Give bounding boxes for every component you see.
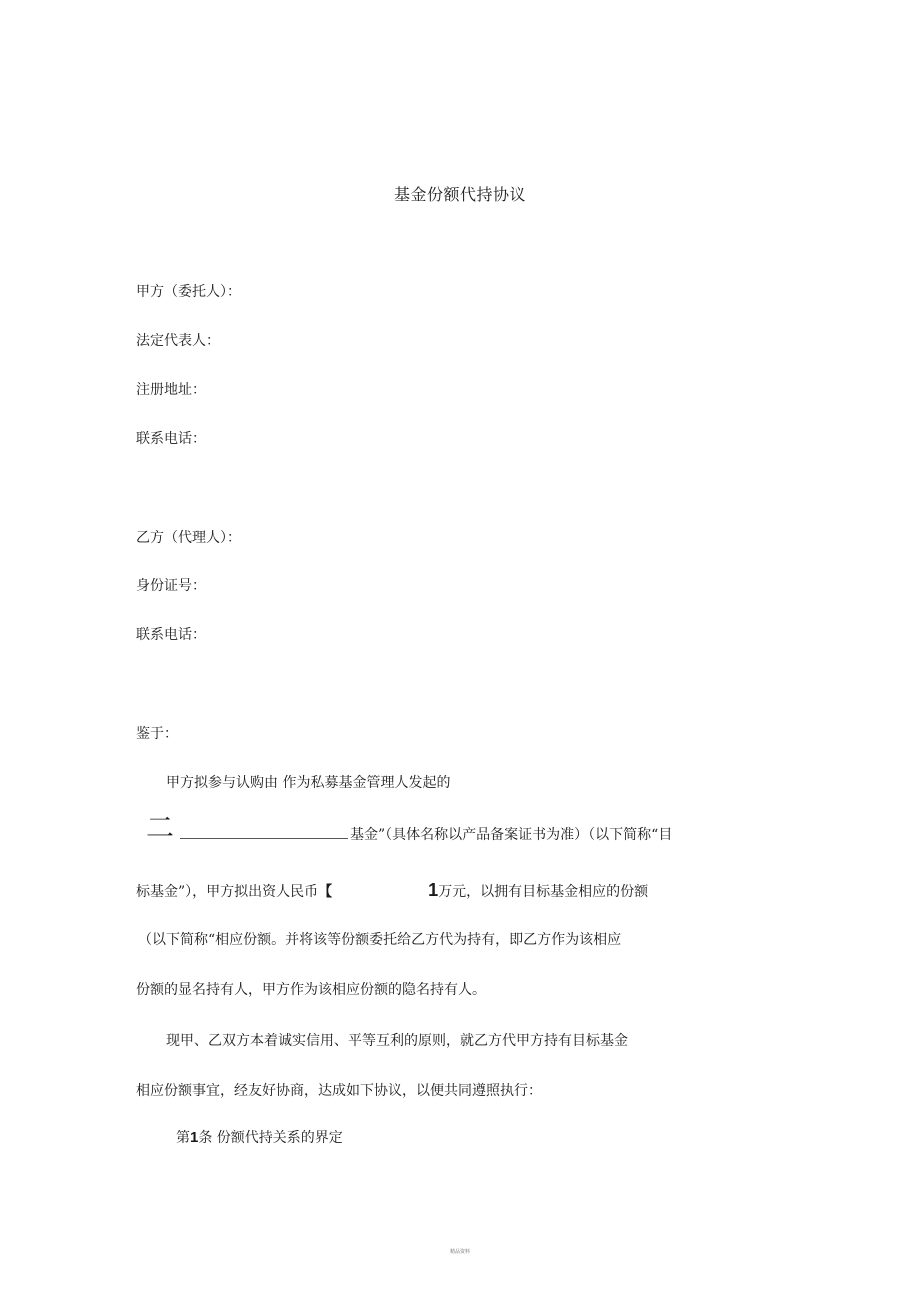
para1-line2: [180, 824, 672, 845]
party-b-label: 乙方（代理人）：: [136, 530, 241, 546]
para1-line1: 甲方拟参与认购由 作为私募基金管理人发起的: [166, 775, 451, 791]
para2-line2: 相应份额事宜，经友好协商，达成如下协议，以便共同遵照执行：: [136, 1083, 542, 1099]
para1-line3-b: 万元，以拥有目标基金相应的份额: [438, 884, 649, 900]
party-a-address-label: 注册地址：: [136, 382, 206, 398]
para1-dash-mark: 二: [146, 811, 175, 844]
party-a-phone-label: 联系电话：: [136, 431, 206, 447]
party-a-label: 甲方（委托人）：: [136, 284, 241, 300]
amount-bracket: 【: [318, 884, 333, 900]
para1-line3-a: 标基金”），甲方拟出资人民币: [136, 884, 319, 900]
para1-line5: 份额的显名持有人，甲方作为该相应份额的隐名持有人。: [136, 982, 486, 998]
fund-name-blank: [180, 824, 348, 839]
para1-line2-text: 基金”（具体名称以产品备案证书为准）（以下简称“目: [350, 827, 673, 843]
para1-line4: （以下简称“相应份额。并将该等份额委托给乙方代为持有，即乙方作为该相应: [138, 932, 622, 948]
article1-heading: [176, 1128, 343, 1148]
document-title: 基金份额代持协议: [393, 185, 526, 204]
article1-prefix: 第: [176, 1130, 190, 1146]
article1-number: 1: [190, 1129, 199, 1146]
page-footer: 精品资料: [449, 1249, 470, 1255]
party-b-phone-label: 联系电话：: [136, 627, 206, 643]
party-a-representative-label: 法定代表人：: [136, 333, 220, 349]
article1-title: 条 份额代持关系的界定: [198, 1130, 343, 1146]
para1-line3: [136, 880, 648, 902]
para2-line1: 现甲、乙双方本着诚实信用、平等互利的原则，就乙方代甲方持有目标基金: [166, 1033, 628, 1049]
whereas-label: 鉴于：: [136, 726, 178, 742]
party-b-id-label: 身份证号：: [136, 578, 206, 594]
amount-number: 1: [428, 880, 439, 900]
